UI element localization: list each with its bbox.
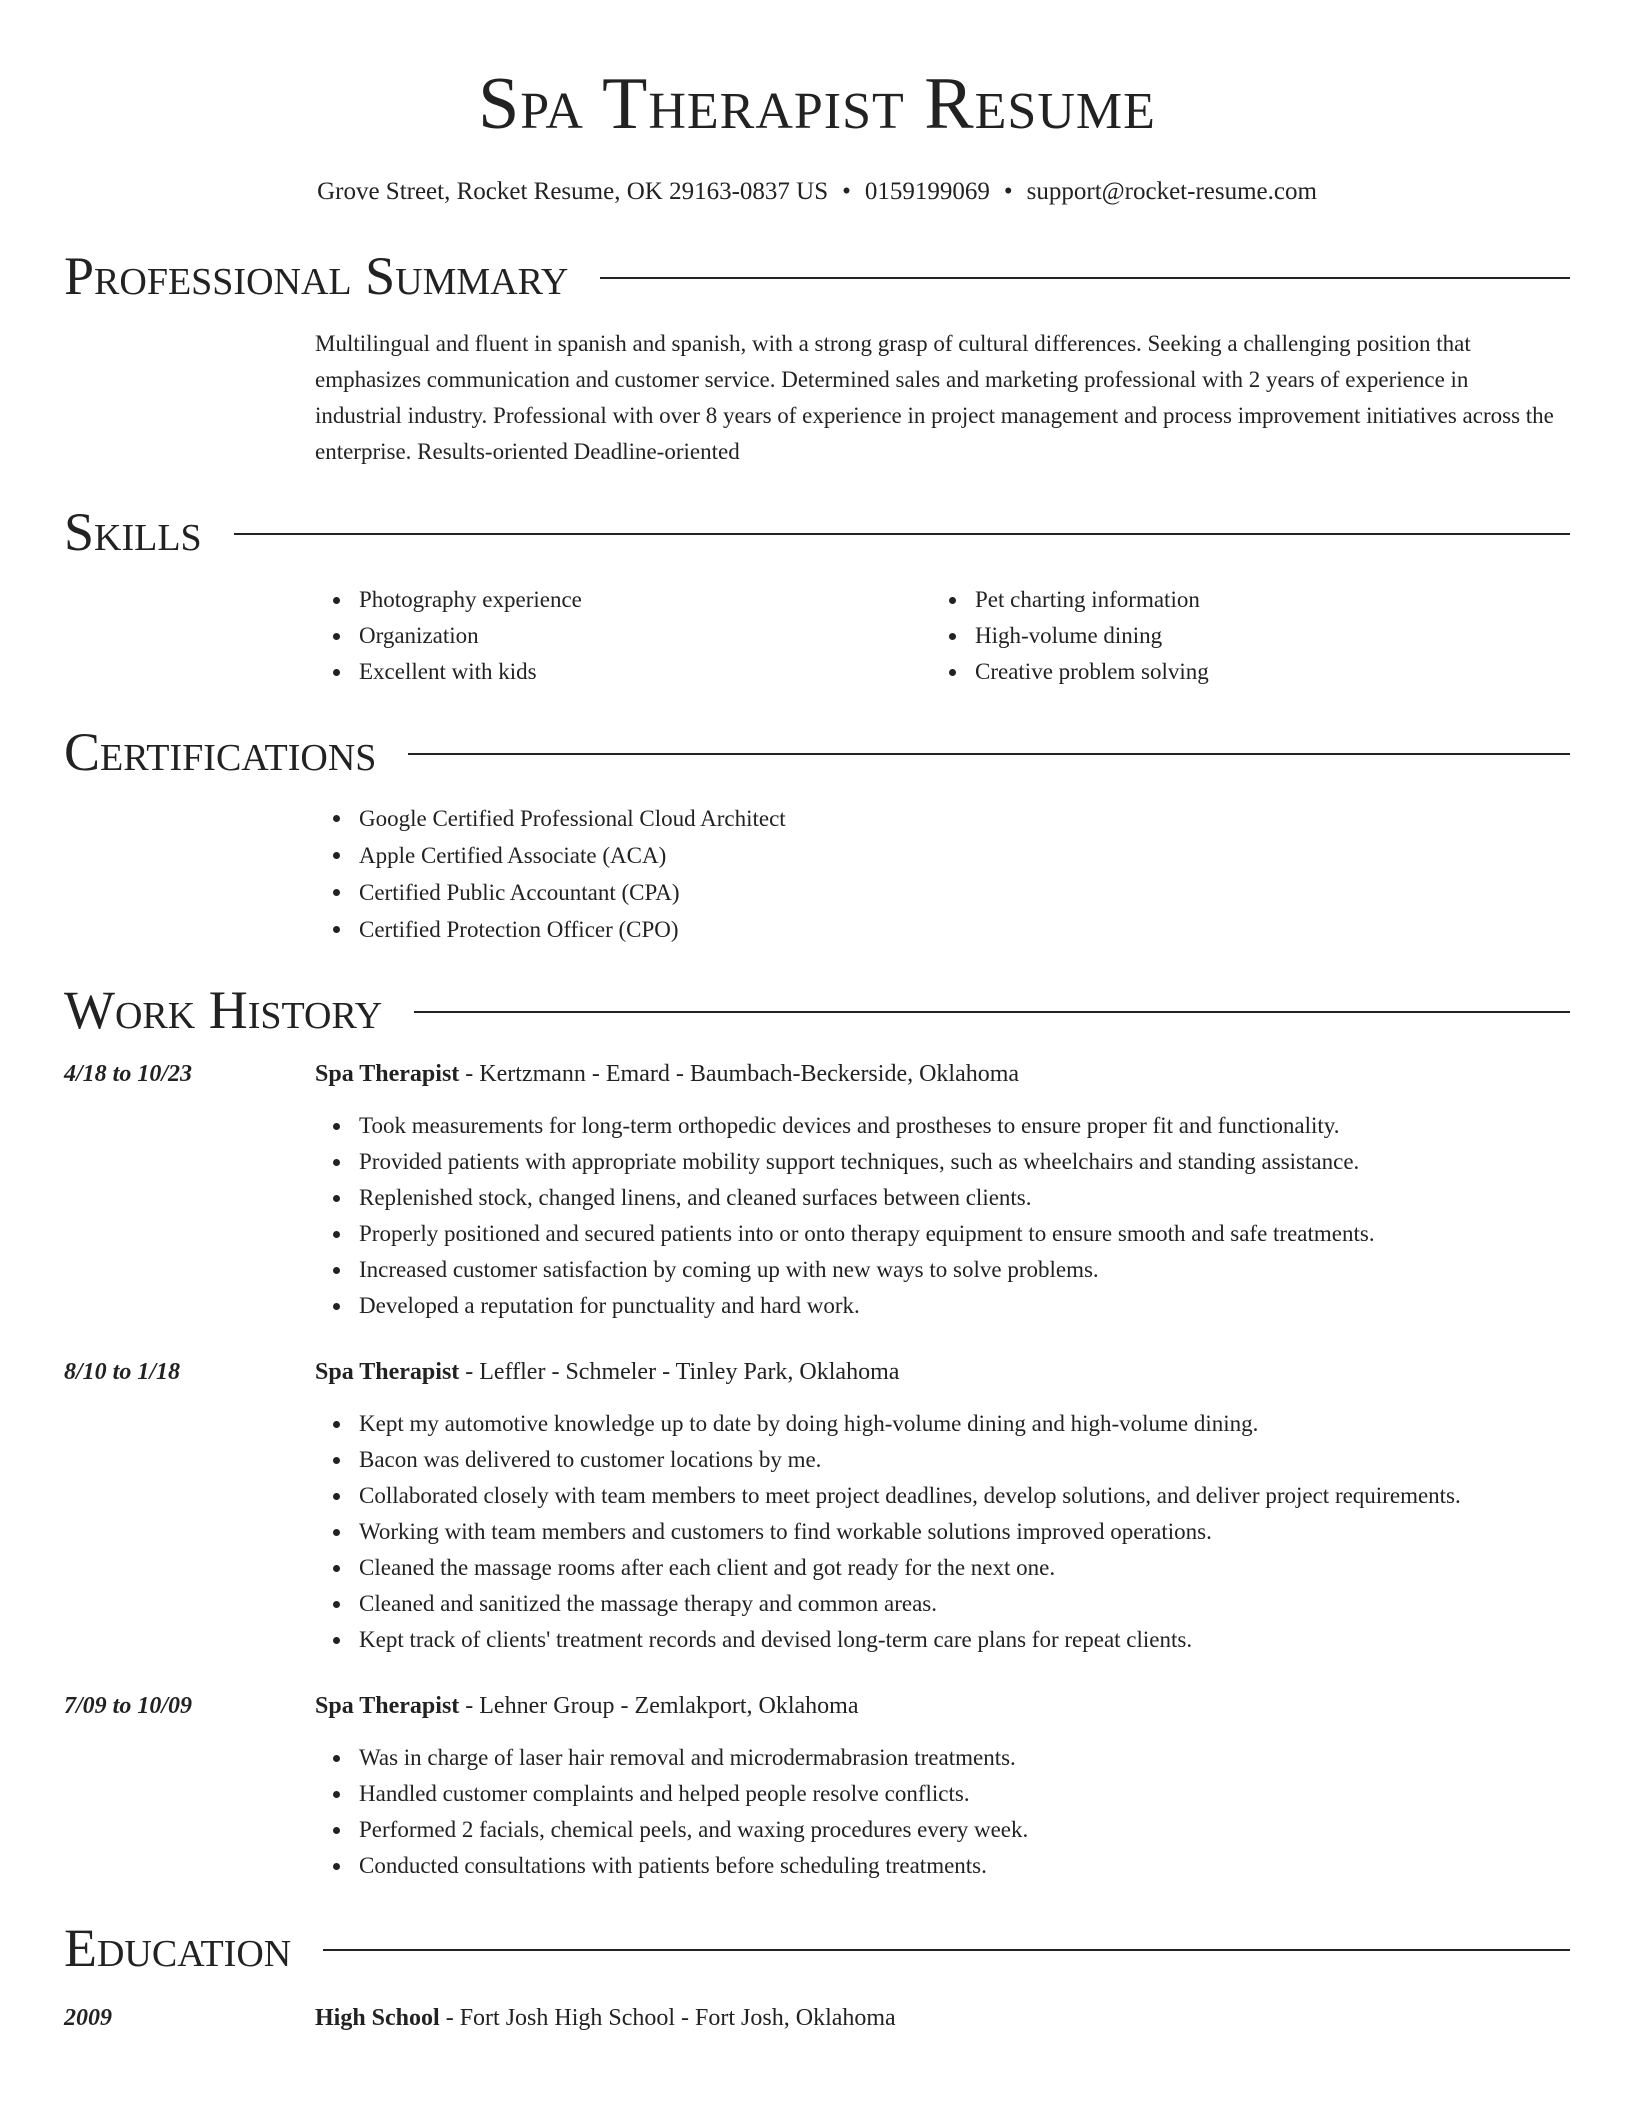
work-section-header xyxy=(64,978,1570,1042)
skills-column-right xyxy=(931,582,1547,690)
skill-item: High-volume dining xyxy=(975,618,1547,654)
work-entry-header xyxy=(64,1056,1570,1092)
work-bullet: Conducted consultations with patients before scheduling treatments. xyxy=(359,1848,1570,1884)
certification-item: Certified Protection Officer (CPO) xyxy=(359,911,1570,948)
job-details: - Lehner Group - Zemlakport, Oklahoma xyxy=(459,1693,859,1719)
job-title: Spa Therapist xyxy=(315,1061,460,1087)
work-entry xyxy=(64,1056,1570,1324)
certifications-section-header xyxy=(64,720,1570,784)
work-position xyxy=(315,1354,899,1390)
job-details: - Kertzmann - Emard - Baumbach-Beckerside, Oklahoma xyxy=(459,1061,1020,1087)
summary-section-header xyxy=(64,244,1570,308)
work-bullet: Increased customer satisfaction by coming up with new ways to solve problems. xyxy=(359,1252,1570,1288)
skill-item: Excellent with kids xyxy=(359,654,931,690)
skill-item: Photography experience xyxy=(359,582,931,618)
section-divider xyxy=(323,1949,1570,1951)
certification-item: Certified Public Accountant (CPA) xyxy=(359,874,1570,911)
education-year: 2009 xyxy=(64,2005,112,2031)
certifications-heading: Certifications xyxy=(64,722,377,782)
work-bullet: Collaborated closely with team members to meet project deadlines, develop solutions, and deliver project requirements. xyxy=(359,1478,1570,1514)
education-entry-header xyxy=(64,2000,1570,2036)
work-dates: 8/10 to 1/18 xyxy=(64,1359,181,1385)
education-details: - Fort Josh High School - Fort Josh, Oklahoma xyxy=(439,2005,896,2031)
education-section-header xyxy=(64,1916,1570,1980)
work-bullet: Was in charge of laser hair removal and microdermabrasion treatments. xyxy=(359,1740,1570,1776)
work-entry xyxy=(64,1688,1570,1884)
skills-column-left xyxy=(315,582,931,690)
work-bullet: Properly positioned and secured patients into or onto therapy equipment to ensure smooth and safe treatments. xyxy=(359,1216,1570,1252)
work-bullet: Handled customer complaints and helped people resolve conflicts. xyxy=(359,1776,1570,1812)
work-bullet: Cleaned and sanitized the massage therapy and common areas. xyxy=(359,1586,1570,1622)
section-divider xyxy=(234,533,1570,535)
work-entry-header xyxy=(64,1354,1570,1390)
skill-item: Organization xyxy=(359,618,931,654)
education-degree: High School xyxy=(315,2005,440,2031)
contact-phone: 0159199069 xyxy=(864,178,990,205)
skill-item: Creative problem solving xyxy=(975,654,1547,690)
certification-item: Apple Certified Associate (ACA) xyxy=(359,837,1570,874)
work-bullet: Performed 2 facials, chemical peels, and waxing procedures every week. xyxy=(359,1812,1570,1848)
work-bullet: Cleaned the massage rooms after each client and got ready for the next one. xyxy=(359,1550,1570,1586)
work-entry-header xyxy=(64,1688,1570,1724)
skills-section-header xyxy=(64,500,1570,564)
work-bullet: Developed a reputation for punctuality and hard work. xyxy=(359,1288,1570,1324)
resume-page xyxy=(64,0,1570,2036)
work-dates: 4/18 to 10/23 xyxy=(64,1061,193,1087)
job-details: - Leffler - Schmeler - Tinley Park, Oklahoma xyxy=(459,1359,900,1385)
work-position xyxy=(315,1056,1019,1092)
work-entry xyxy=(64,1354,1570,1658)
job-title: Spa Therapist xyxy=(315,1359,460,1385)
work-bullet: Kept track of clients' treatment records and devised long-term care plans for repeat clients. xyxy=(359,1622,1570,1658)
work-heading: Work History xyxy=(64,980,383,1040)
work-bullets xyxy=(315,1108,1570,1324)
work-bullet: Working with team members and customers to find workable solutions improved operations. xyxy=(359,1514,1570,1550)
skills-list xyxy=(315,582,1570,690)
work-bullets xyxy=(315,1406,1570,1658)
work-bullet: Bacon was delivered to customer locations by me. xyxy=(359,1442,1570,1478)
contact-address: Grove Street, Rocket Resume, OK 29163-0837 US xyxy=(317,178,829,205)
skills-heading: Skills xyxy=(64,502,202,562)
job-title: Spa Therapist xyxy=(315,1693,460,1719)
education-heading: Education xyxy=(64,1918,292,1978)
work-bullet: Provided patients with appropriate mobility support techniques, such as wheelchairs and standing assistance. xyxy=(359,1144,1570,1180)
resume-title: Spa Therapist Resume xyxy=(478,63,1156,145)
contact-separator: • xyxy=(1003,178,1013,205)
contact-email: support@rocket-resume.com xyxy=(1026,178,1317,205)
certification-item: Google Certified Professional Cloud Architect xyxy=(359,800,1570,837)
work-position xyxy=(315,1688,858,1724)
contact-separator: • xyxy=(842,178,851,205)
contact-line xyxy=(64,176,1570,208)
summary-text: Multilingual and fluent in spanish and spanish, with a strong grasp of cultural differences. Seeking a challenging position that emphasizes communication and customer service. Determined sales and marketing professional with 2 years of experience in industrial industry. Professional with over 8 years of experience in project management and process improvement initiatives across the enterprise. Results-oriented Deadline-oriented xyxy=(315,331,1554,464)
section-divider xyxy=(600,277,1570,279)
section-divider xyxy=(414,1011,1570,1013)
work-bullet: Kept my automotive knowledge up to date by doing high-volume dining and high-volume dining. xyxy=(359,1406,1570,1442)
skill-item: Pet charting information xyxy=(975,582,1547,618)
certifications-list xyxy=(315,800,1570,948)
education-info xyxy=(315,2000,896,2036)
summary-heading: Professional Summary xyxy=(64,246,569,306)
section-divider xyxy=(408,753,1570,755)
work-dates: 7/09 to 10/09 xyxy=(64,1693,193,1719)
work-bullets xyxy=(315,1740,1570,1884)
education-entry xyxy=(64,2000,1570,2036)
work-bullet: Took measurements for long-term orthopedic devices and prostheses to ensure proper fit and functionality. xyxy=(359,1108,1570,1144)
work-bullet: Replenished stock, changed linens, and cleaned surfaces between clients. xyxy=(359,1180,1570,1216)
